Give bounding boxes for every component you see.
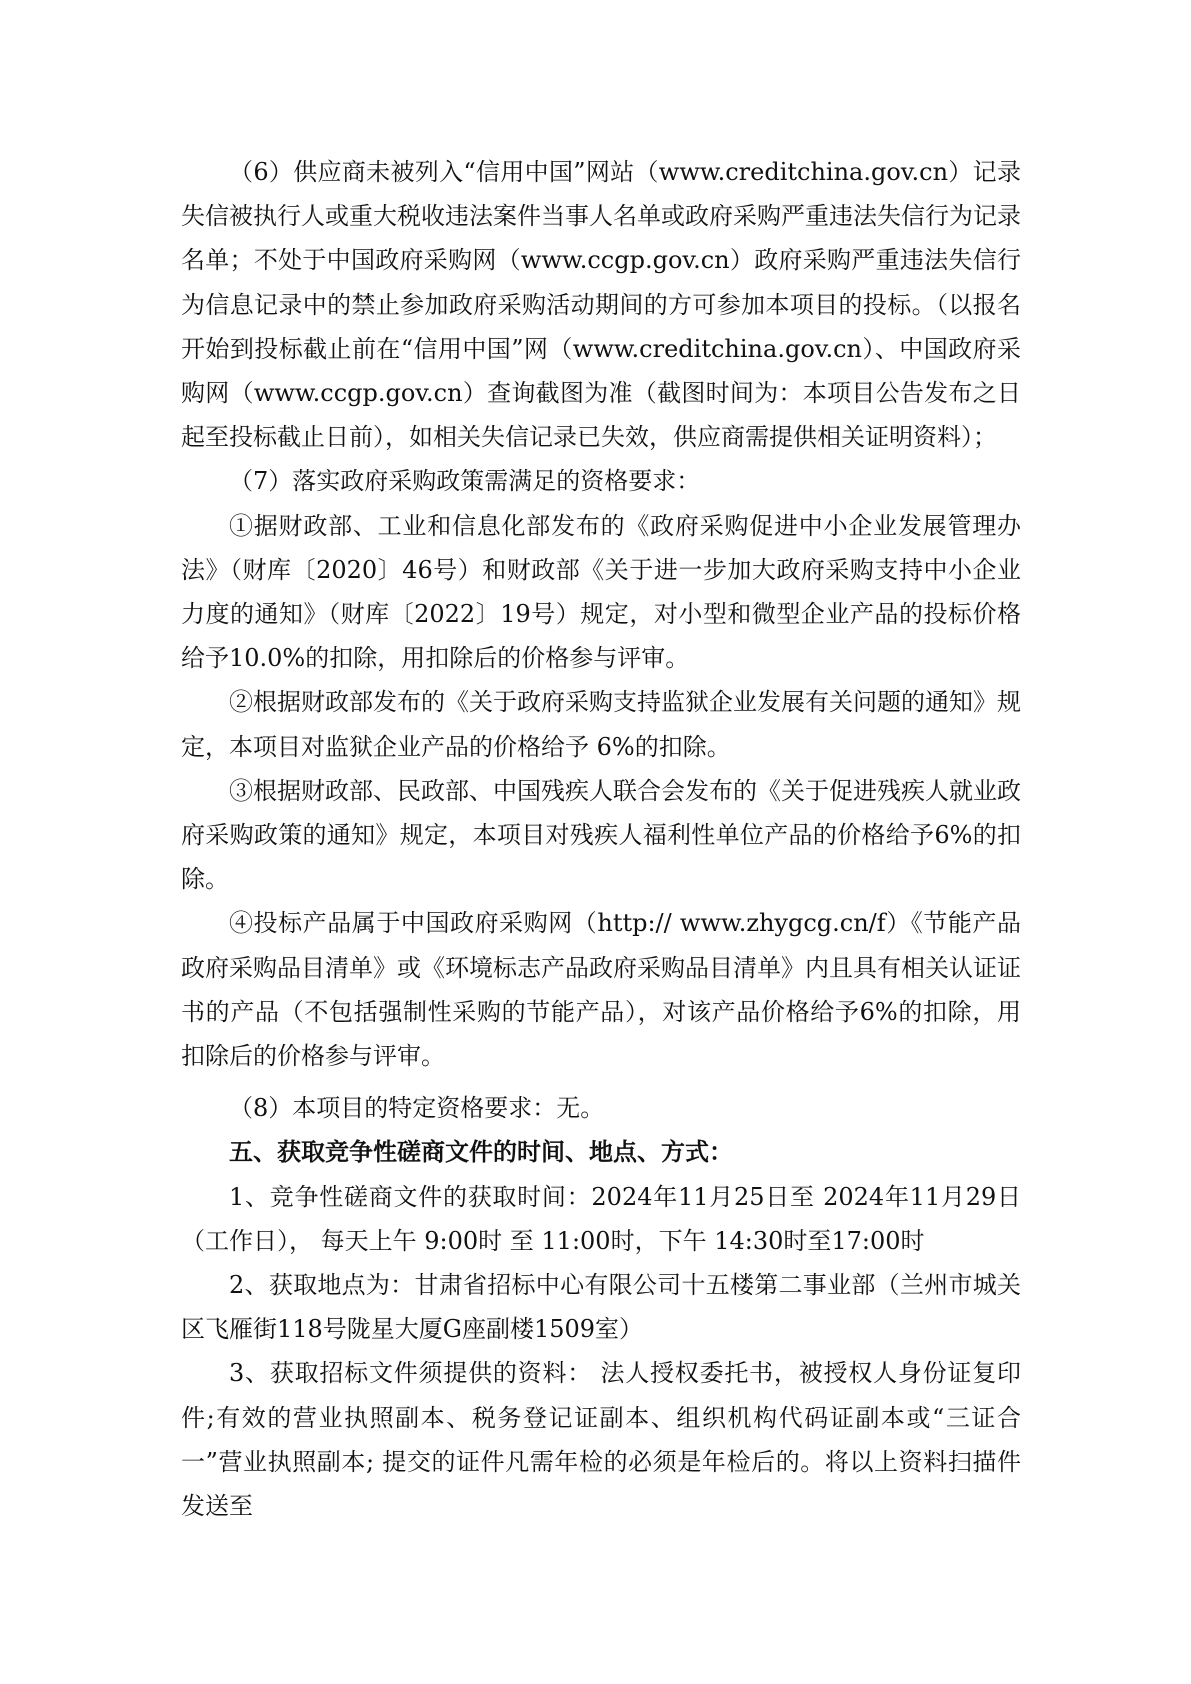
section-heading: 五、获取竞争性磋商文件的时间、地点、方式： [229,1137,733,1167]
paragraph-obtain-1: 1、竞争性磋商文件的获取时间：2024年11月25日至 2024年11月29日（工作日）， 每天上午 9:00时 至 11:00时，下午 14:30时至17:00时 [181,1182,1021,1255]
paragraph-policy-2: ②根据财政部发布的《关于政府采购支持监狱企业发展有关问题的通知》规定，本项目对监狱企业产品的价格给予 6%的扣除。 [181,688,1021,761]
document-body [181,150,1021,1528]
paragraph-obtain-3: 3、获取招标文件须提供的资料： 法人授权委托书，被授权人身份证复印件;有效的营业执照副本、税务登记证副本、组织机构代码证副本或“三证合一”营业执照副本; 提交的证件凡需年检的必须是年检后的。将以上资料扫描件发送至 [181,1359,1021,1521]
paragraph-obtain-2: 2、获取地点为：甘肃省招标中心有限公司十五楼第二事业部（兰州市城关区飞雁街118号陇星大厦G座副楼1509室） [181,1271,1021,1344]
paragraph-item-8: （8）本项目的特定资格要求：无。 [229,1094,605,1123]
paragraph-policy-4: ④投标产品属于中国政府采购网（http:// www.zhygcg.cn/f）《节能产品政府采购品目清单》或《环境标志产品政府采购品目清单》内且具有相关认证证书的产品（不包括强制性采购的节能产品），对该产品价格给予6%的扣除，用扣除后的价格参与评审。 [181,909,1021,1071]
paragraph-policy-1: ①据财政部、工业和信息化部发布的《政府采购促进中小企业发展管理办法》（财库〔2020〕46号）和财政部《关于进一步加大政府采购支持中小企业力度的通知》（财库〔2022〕19号）规定，对小型和微型企业产品的投标价格给予10.0%的扣除，用扣除后的价格参与评审。 [181,511,1021,673]
paragraph-policy-3: ③根据财政部、民政部、中国残疾人联合会发布的《关于促进残疾人就业政府采购政策的通知》规定，本项目对残疾人福利性单位产品的价格给予6%的扣除。 [181,776,1021,894]
paragraph-item-7: （7）落实政府采购政策需满足的资格要求： [229,467,701,496]
paragraph-item-6: （6）供应商未被列入“信用中国”网站（www.creditchina.gov.cn）记录失信被执行人或重大税收违法案件当事人名单或政府采购严重违法失信行为记录名单；不处于中国政府采购网（www.ccgp.gov.cn）政府采购严重违法失信行为信息记录中的禁止参加政府采购活动期间的方可参加本项目的投标。（以报名开始到投标截止前在“信用中国”网（www.creditchina.gov.cn）、中国政府采购网（www.ccgp.gov.cn）查询截图为准（截图时间为：本项目公告发布之日起至投标截止日前），如相关失信记录已失效，供应商需提供相关证明资料）； [181,158,1021,452]
